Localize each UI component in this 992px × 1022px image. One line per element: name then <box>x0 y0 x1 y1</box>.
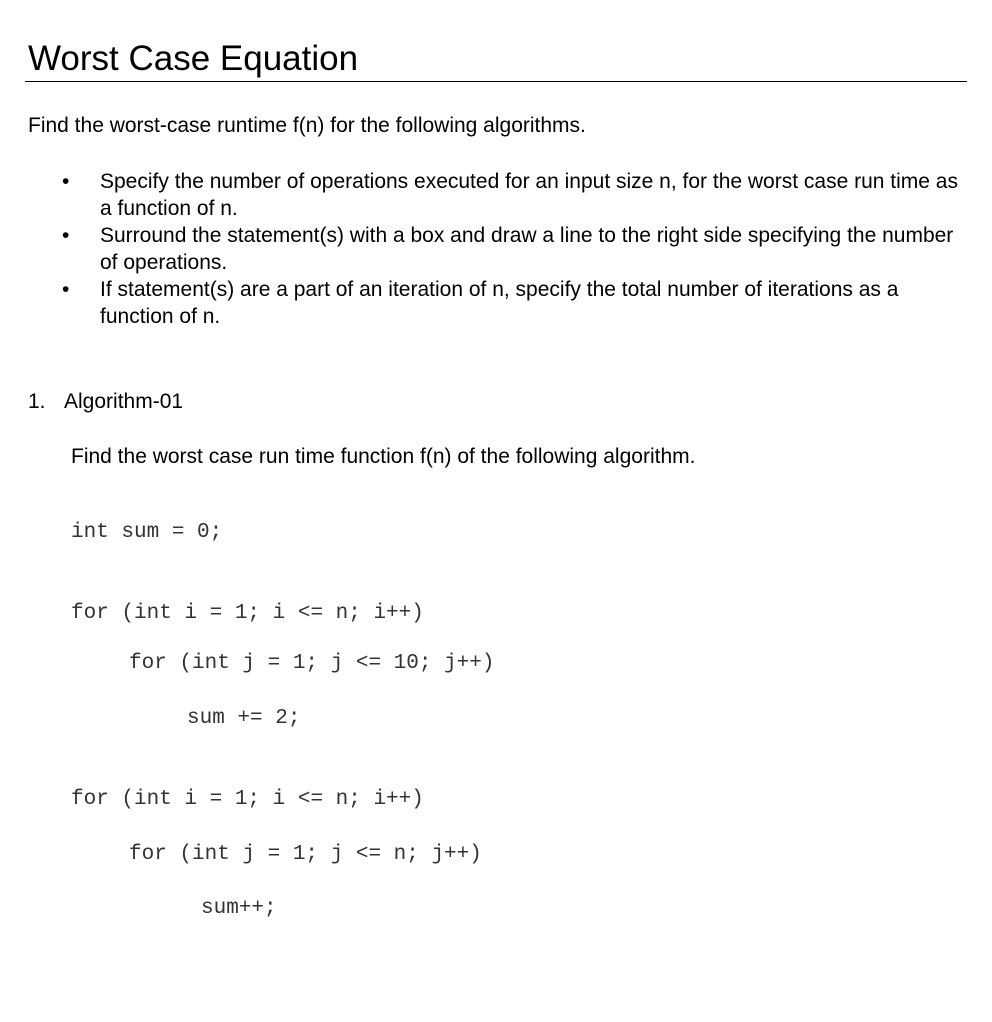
instruction-text: If statement(s) are a part of an iteration of n, specify the total number of iterations as a function of n. <box>100 278 899 328</box>
question-title: Algorithm-01 <box>64 390 184 413</box>
instruction-text: Surround the statement(s) with a box and draw a line to the right side specifying the number of operations. <box>100 224 954 274</box>
code-line: for (int j = 1; j <= 10; j++) <box>129 652 495 675</box>
code-line: sum++; <box>201 897 277 920</box>
code-line: for (int i = 1; i <= n; i++) <box>71 788 424 811</box>
intro-text: Find the worst-case runtime f(n) for the following algorithms. <box>28 114 586 137</box>
code-line: sum += 2; <box>187 707 301 730</box>
bullet-icon: • <box>62 278 70 301</box>
instruction-text: Specify the number of operations executed for an input size n, for the worst case run time as a function of n. <box>100 170 958 220</box>
title-divider <box>25 81 967 82</box>
bullet-icon: • <box>62 170 70 193</box>
code-line: for (int j = 1; j <= n; j++) <box>129 843 482 866</box>
question-prompt: Find the worst case run time function f(n) of the following algorithm. <box>71 445 696 468</box>
code-line: int sum = 0; <box>71 521 223 544</box>
code-line: for (int i = 1; i <= n; i++) <box>71 602 424 625</box>
instruction-item <box>0 168 966 222</box>
page-title: Worst Case Equation <box>28 39 359 78</box>
instruction-list <box>0 168 992 330</box>
instruction-item <box>0 222 966 276</box>
instruction-item <box>0 276 966 330</box>
question-number: 1. <box>28 390 46 413</box>
bullet-icon: • <box>62 224 70 247</box>
